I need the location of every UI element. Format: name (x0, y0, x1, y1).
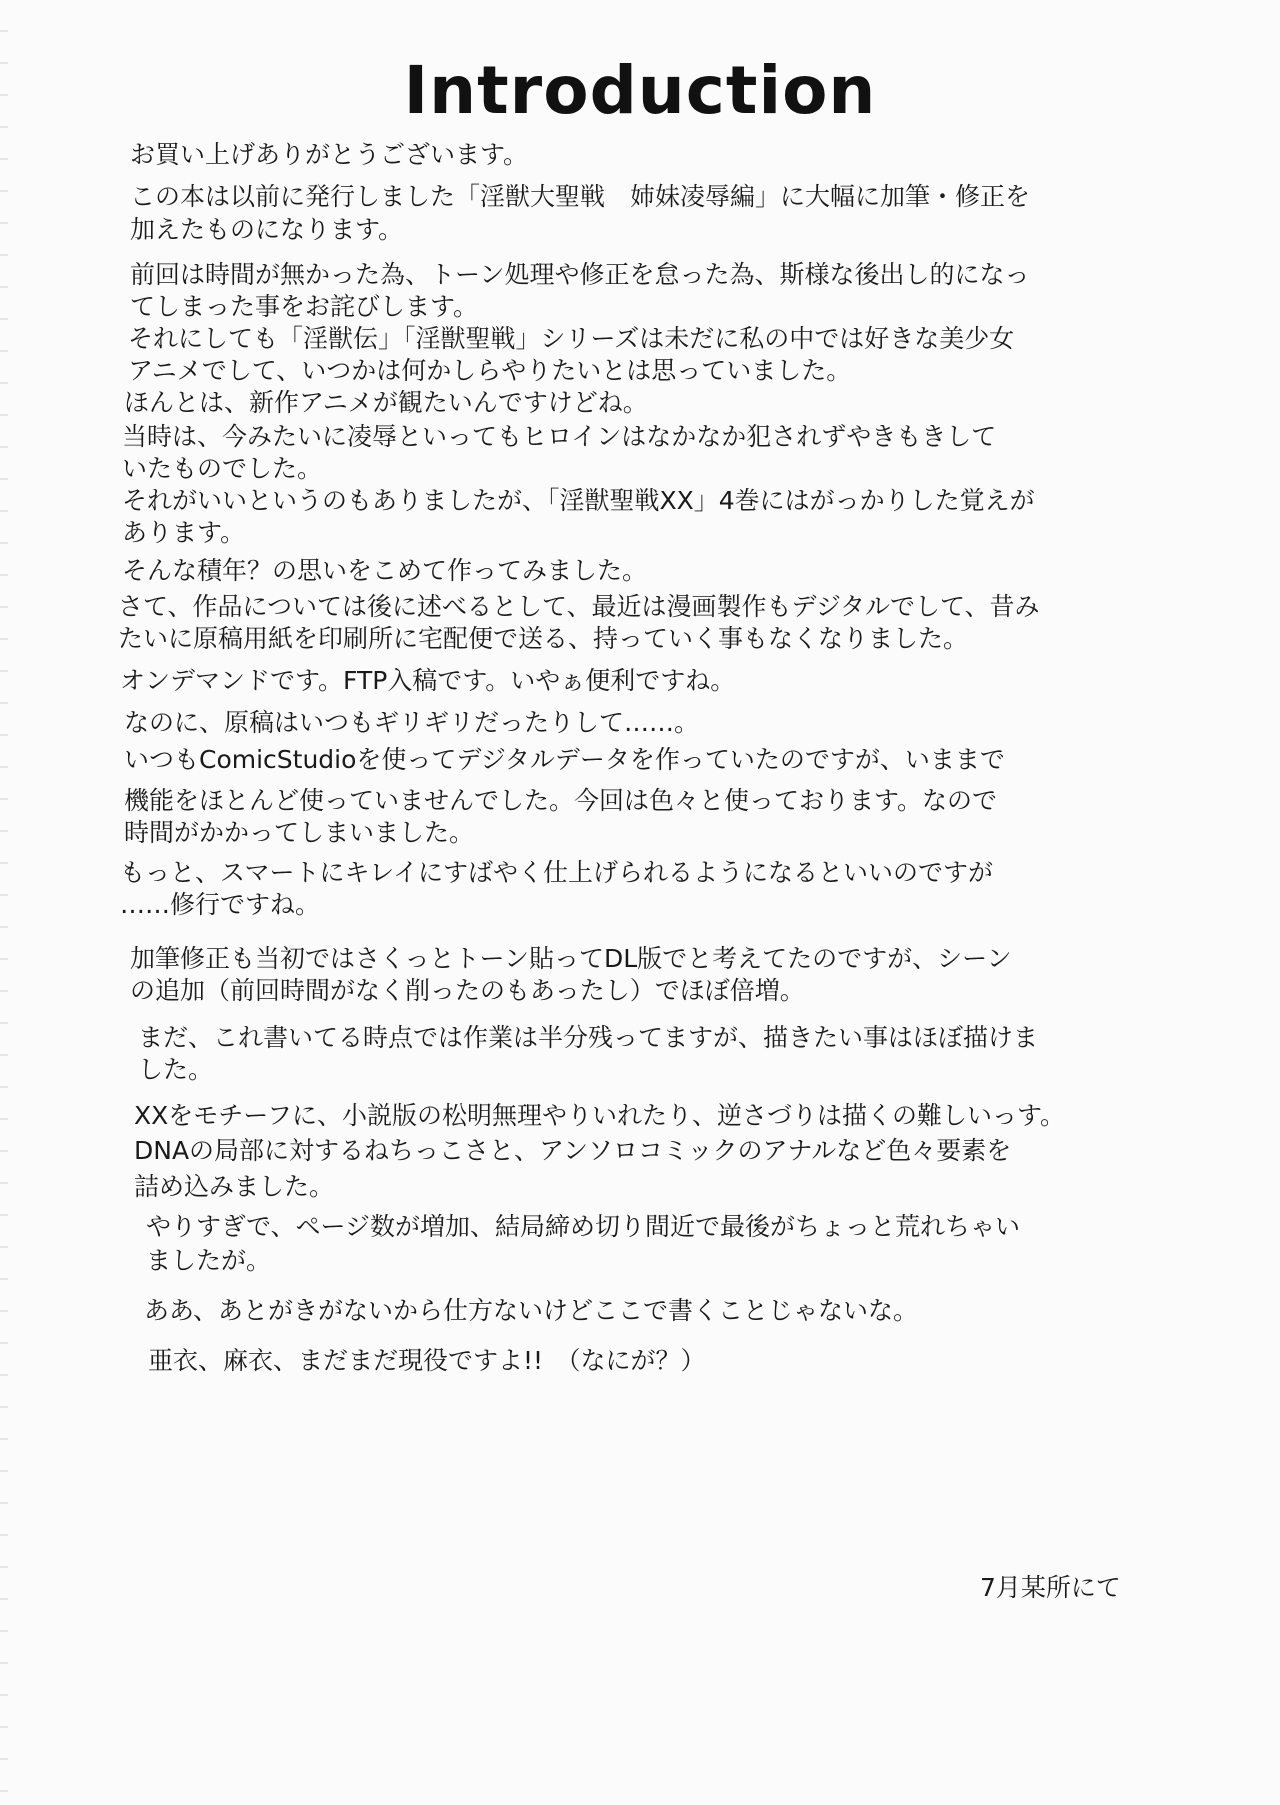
text-line: ……修行ですね。 (120, 890, 321, 919)
text-line: ほんとは、新作アニメが観たいんですけどね。 (124, 388, 648, 417)
text-line: ああ、あとがきがないから仕方ないけどここで書くことじゃないな。 (144, 1296, 919, 1325)
text-line: いたものでした。 (122, 454, 323, 483)
text-line: それにしても「淫獣伝」「淫獣聖戦」シリーズは未だに私の中では好きな美少女 (128, 324, 1015, 353)
text-line: DNAの局部に対するねちっこさと、アンソロコミックのアナルなど色々要素を (134, 1136, 1012, 1165)
text-line: 当時は、今みたいに凌辱といってもヒロインはなかなか犯されずやきもきして (122, 422, 997, 451)
text-line: 亜衣、麻衣、まだまだ現役ですよ!! （なにが？） (148, 1346, 706, 1375)
text-line: 機能をほとんど使っていませんでした。今回は色々と使っております。なので (124, 786, 998, 815)
text-line: オンデマンドです。FTP入稿です。いやぁ便利ですね。 (120, 666, 736, 695)
text-line: アニメでして、いつかは何かしらやりたいとは思っていました。 (128, 356, 852, 385)
text-line: あります。 (122, 518, 246, 547)
text-line: なのに、原稿はいつもギリギリだったりして……。 (124, 708, 700, 737)
text-line: さて、作品については後に述べるとして、最近は漫画製作もデジタルでして、昔み (118, 592, 1040, 621)
text-line: 時間がかかってしまいました。 (124, 818, 475, 847)
text-line: いつもComicStudioを使ってデジタルデータを作っていたのですが、いままで (124, 745, 1005, 774)
text-line: そんな積年？の思いをこめて作ってみました。 (122, 556, 648, 585)
text-line: もっと、スマートにキレイにすばやく仕上げられるようになるといいのですが (120, 858, 994, 887)
text-line: それがいいというのもありましたが、「淫獣聖戦XX」4巻にはがっかりした覚えが (122, 486, 1035, 515)
text-line: たいに原稿用紙を印刷所に宅配便で送る、持っていく事もなくなりました。 (118, 624, 969, 653)
text-line: 加えたものになります。 (130, 215, 404, 244)
text-line: やりすぎで、ページ数が増加、結局締め切り間近で最後がちょっと荒れちゃい (146, 1212, 1021, 1241)
text-line: 詰め込みました。 (134, 1172, 335, 1201)
text-line: XXをモチーフに、小説版の松明無理やりいれたり、逆さづりは描くの難しいっす。 (134, 1101, 1066, 1130)
text-line: この本は以前に発行しました「淫獣大聖戦 姉妹凌辱編」に大幅に加筆・修正を (130, 182, 1031, 211)
text-line: した。 (138, 1055, 214, 1084)
text-line: お買い上げありがとうございます。 (130, 140, 529, 169)
text-line: の追加（前回時間がなく削ったのもあったし）でほぼ倍増。 (130, 976, 805, 1005)
text-line: 加筆修正も当初ではさくっとトーン貼ってDL版でと考えてたのですが、シーン (130, 944, 1012, 973)
text-line: ましたが。 (146, 1246, 272, 1275)
text-line: 前回は時間が無かった為、トーン処理や修正を怠った為、斯様な後出し的になっ (130, 260, 1030, 289)
text-line: てしまった事をお詫びします。 (130, 292, 479, 321)
text-line: まだ、これ書いてる時点では作業は半分残ってますが、描きたい事はほぼ描けま (138, 1023, 1039, 1052)
signature-line: 7月某所にて (980, 1573, 1121, 1602)
page-title: Introduction (403, 52, 877, 129)
